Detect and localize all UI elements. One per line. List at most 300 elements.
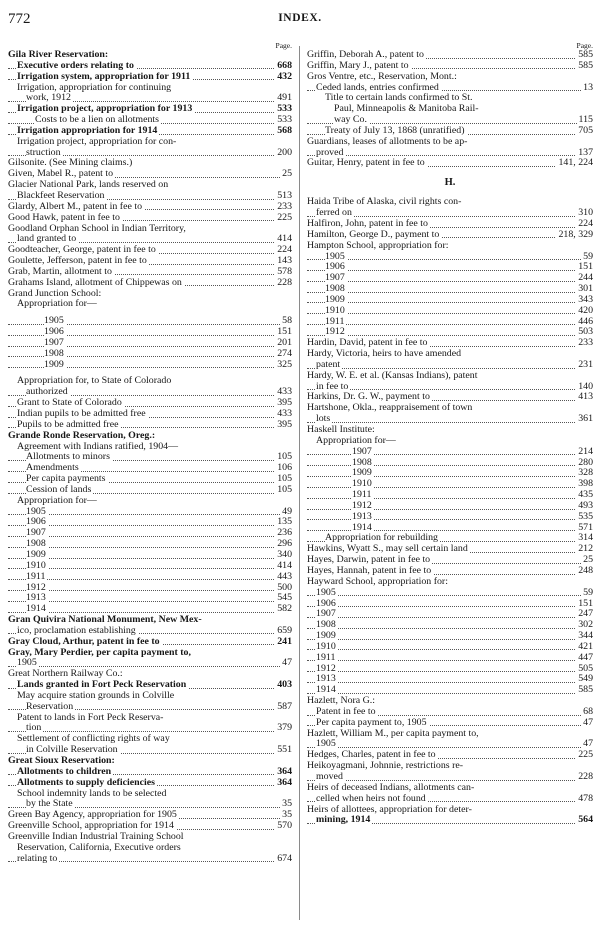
page-reference: 228 (277, 277, 292, 288)
index-entry (8, 452, 292, 463)
page-reference: 296 (277, 539, 292, 550)
index-entry (307, 631, 593, 642)
page-reference: 500 (277, 582, 292, 593)
entry-text: 1905 (44, 316, 64, 327)
entry-text: Grant to State of Colorado (17, 398, 122, 409)
entry-text: Per capita payment to, 1905 (316, 717, 427, 728)
index-entry (307, 707, 593, 718)
entry-text: Irrigation appropriation for 1914 (17, 125, 158, 136)
entry-text: Goulette, Jefferson, patent in fee to (8, 256, 147, 267)
index-entry (307, 685, 593, 696)
index-entry (8, 517, 292, 528)
index-entry (8, 767, 292, 778)
page-reference: 433 (277, 409, 292, 419)
page-reference: 35 (282, 810, 292, 821)
page-reference: 435 (578, 490, 593, 501)
entry-text: Guardians, leases of allotments to be ap- (307, 136, 468, 147)
entry-text: Hazlett, William M., per capita payment to, (307, 728, 479, 739)
entry-text: work, 1912 (26, 93, 71, 104)
page-reference: 301 (578, 284, 593, 295)
entry-text: Heikoyagmani, Johnnie, restrictions re- (307, 761, 464, 772)
index-entry (307, 284, 593, 295)
entry-text: Allotments to minors (26, 452, 110, 463)
index-entry (8, 180, 292, 191)
entry-text: Greenville School, appropriation for 1914 (8, 821, 174, 832)
page-reference: 343 (578, 294, 593, 305)
index-entry (8, 648, 292, 659)
index-entry (8, 615, 292, 626)
index-entry (307, 425, 593, 436)
entry-text: Treaty of July 13, 1868 (unratified) (325, 125, 465, 136)
page-reference: 668 (277, 60, 292, 71)
index-entry (307, 104, 593, 115)
page-reference: 398 (578, 479, 593, 490)
entry-text: ico, proclamation establishing (17, 625, 136, 636)
page-reference: 568 (277, 125, 292, 136)
page-column-label: Page. (275, 41, 292, 50)
entry-text: Per capita payments (26, 474, 106, 485)
entry-text: 1909 (325, 294, 345, 305)
page-reference: 361 (578, 414, 593, 425)
index-entry (8, 854, 292, 865)
entry-text: 1909 (44, 359, 64, 370)
entry-text: Hayward School, appropriation for: (307, 576, 448, 587)
entry-text: 1906 (26, 517, 46, 528)
index-entry (307, 295, 593, 306)
entry-text: Grahams Island, allotment of Chippewas on (8, 277, 182, 288)
index-entry (307, 761, 593, 772)
page-reference: 433 (277, 387, 292, 398)
entry-text: 1912 (316, 663, 336, 674)
page-reference: 214 (578, 446, 593, 457)
page-reference: 585 (578, 60, 593, 71)
page-reference: 403 (277, 680, 292, 691)
index-entry (307, 371, 593, 382)
page-reference: 420 (578, 305, 593, 316)
index-entry (8, 213, 292, 224)
entry-text: 1908 (352, 457, 372, 468)
page-reference: 115 (578, 115, 593, 126)
index-entry (8, 528, 292, 539)
page-reference: 35 (282, 799, 292, 810)
entry-text: Green Bay Agency, appropriation for 1905 (8, 810, 177, 821)
index-entry (307, 674, 593, 685)
entry-text: Grande Ronde Reservation, Oreg.: (8, 430, 156, 441)
entry-text: Paul, Minneapolis & Manitoba Rail- (334, 104, 479, 115)
entry-text: Haskell Institute: (307, 425, 375, 435)
entry-text: Hamilton, George D., payment to (307, 229, 440, 240)
index-entry (8, 658, 292, 669)
index-entry (307, 230, 593, 241)
entry-text: Hazlett, Nora G.: (307, 696, 376, 707)
entry-text: Gray, Mary Perdier, per capita payment to, (8, 647, 191, 658)
page-title: INDEX. (278, 12, 322, 24)
entry-text: Allotments to children (17, 766, 112, 777)
index-entry (307, 805, 593, 816)
page-reference: 585 (578, 50, 593, 60)
page-reference: 421 (578, 641, 593, 652)
entry-text: Costs to be a lien on allotments (35, 115, 159, 126)
index-entry (8, 104, 292, 115)
index-entry (307, 414, 593, 425)
page-column-label: Page. (576, 41, 593, 50)
page-reference: 151 (578, 262, 593, 273)
entry-text: Cession of lands (26, 484, 92, 495)
index-entry (8, 234, 292, 245)
entry-text: Harkins, Dr. G. W., payment to (307, 392, 430, 403)
page-reference: 143 (277, 256, 292, 267)
index-entry (8, 723, 292, 734)
entry-text: Appropriation for rebuilding (325, 533, 438, 544)
index-entry (307, 436, 593, 447)
index-entry (8, 360, 292, 371)
index-entry (8, 474, 292, 485)
index-entry (8, 789, 292, 800)
entry-text: Hayes, Hannah, patent in fee to (307, 565, 432, 576)
entry-text: Gran Quivira National Monument, New Mex- (8, 615, 202, 626)
page-reference: 47 (583, 717, 593, 728)
index-entry (8, 832, 292, 843)
index-entry (307, 664, 593, 675)
entry-text: Ceded lands, entries confirmed (316, 82, 439, 93)
page-reference: 505 (578, 663, 593, 674)
page-reference: 493 (578, 500, 593, 511)
page-reference: 141, 224 (558, 158, 593, 169)
entry-text: 1905 (325, 251, 345, 262)
page-reference: 68 (583, 706, 593, 717)
index-entry (8, 316, 292, 327)
page-reference: 413 (578, 392, 593, 403)
page-reference: 47 (583, 739, 593, 750)
index-entry (307, 479, 593, 490)
entry-text: Reservation (26, 701, 74, 712)
index-entry (8, 442, 292, 453)
index-entry (8, 778, 292, 789)
entry-text: Great Sioux Reservation: (8, 756, 115, 766)
index-entry (307, 555, 593, 566)
page-reference: 151 (277, 327, 292, 338)
index-entry (8, 50, 292, 61)
index-entry (8, 734, 292, 745)
page-reference: 247 (578, 609, 593, 620)
index-entry (307, 794, 593, 805)
entry-text: Appropriation for— (17, 299, 97, 310)
index-entry (307, 544, 593, 555)
entry-text: 1909 (352, 468, 372, 479)
entry-text: Hardy, Victoria, heirs to have amended (307, 349, 462, 360)
index-entry (8, 158, 292, 169)
page-reference: 414 (277, 560, 292, 571)
entry-text: Halfiron, John, patent in fee to (307, 218, 428, 229)
entry-text: 1911 (26, 571, 46, 582)
page-reference: 578 (277, 266, 292, 277)
entry-text: 1906 (316, 598, 336, 609)
index-entry (307, 772, 593, 783)
page-reference: 105 (277, 452, 292, 463)
entry-text: 1913 (26, 593, 46, 604)
entry-text: Greenville Indian Industrial Training School (8, 831, 184, 842)
index-entry (307, 327, 593, 338)
entry-text: Gila River Reservation: (8, 50, 109, 60)
index-entry (8, 61, 292, 72)
page-reference: 571 (578, 522, 593, 533)
index-entry (8, 338, 292, 349)
entry-text: patent (316, 359, 341, 370)
entry-text: Glardy, Albert M., patent in fee to (8, 201, 143, 212)
entry-text: celled when heirs not found (316, 793, 426, 804)
page-reference: 218, 329 (558, 229, 593, 240)
entry-text: 1908 (316, 620, 336, 631)
index-entry (8, 83, 292, 94)
index-entry (307, 642, 593, 653)
index-entry (8, 604, 292, 615)
page-reference: 395 (277, 398, 292, 409)
entry-text: Appropriation for— (316, 435, 396, 446)
index-entry (8, 289, 292, 300)
page-reference: 549 (578, 674, 593, 685)
page-reference: 674 (277, 853, 292, 864)
entry-text: Glacier National Park, lands reserved on (8, 180, 169, 191)
entry-text: 1906 (44, 327, 64, 338)
page-reference: 570 (277, 821, 292, 832)
index-entry (8, 680, 292, 691)
page-reference: 582 (277, 604, 292, 615)
index-entry (8, 799, 292, 810)
entry-text: Allotments to supply deficiencies (17, 777, 155, 788)
index-entry (307, 729, 593, 740)
page-reference: 212 (578, 544, 593, 555)
page-reference: 135 (277, 517, 292, 528)
column-divider (299, 46, 300, 920)
page-reference: 414 (277, 234, 292, 245)
index-entry (307, 566, 593, 577)
entry-text: Pupils to be admitted free (17, 419, 119, 430)
entry-text: lots (316, 414, 331, 425)
index-entry (8, 245, 292, 256)
index-entry (8, 713, 292, 724)
page-reference: 551 (277, 745, 292, 756)
index-entry (8, 115, 292, 126)
index-entry (8, 224, 292, 235)
page-reference: 432 (277, 71, 292, 82)
entry-text: Goodland Orphan School in Indian Territory, (8, 223, 186, 234)
index-entry (307, 523, 593, 534)
index-column-left (8, 41, 292, 927)
page-reference: 478 (578, 793, 593, 804)
entry-text: Hampton School, appropriation for: (307, 240, 449, 251)
page-reference: 659 (277, 625, 292, 636)
index-entry (307, 577, 593, 588)
index-entry (8, 507, 292, 518)
index-entry (8, 745, 292, 756)
page-reference: 564 (578, 815, 593, 826)
page-reference: 491 (277, 93, 292, 104)
entry-text: authorized (26, 387, 68, 398)
entry-text: Gros Ventre, etc., Reservation, Mont.: (307, 71, 457, 82)
entry-text: Hartshone, Okla., reappraisement of town (307, 403, 473, 414)
index-entry (8, 420, 292, 431)
entry-text: Griffin, Deborah A., patent to (307, 50, 424, 60)
entry-text: Indian pupils to be admitted free (17, 409, 146, 419)
entry-text: Irrigation, appropriation for continuing (17, 82, 172, 93)
index-entry (8, 169, 292, 180)
page-reference: 443 (277, 571, 292, 582)
entry-text: 1914 (316, 685, 336, 696)
entry-text: Irrigation system, appropriation for 1911 (17, 71, 191, 82)
entry-text: 1914 (26, 604, 46, 615)
index-entry (8, 561, 292, 572)
index-entry (307, 501, 593, 512)
page-reference: 200 (277, 147, 292, 158)
entry-text: mining, 1914 (316, 815, 371, 826)
entry-text: 1911 (316, 652, 336, 663)
page-reference: 13 (583, 82, 593, 93)
page-reference: 533 (277, 115, 292, 126)
index-entry (307, 468, 593, 479)
entry-text: way Co. (334, 115, 367, 126)
page-reference: 302 (578, 620, 593, 631)
page-reference: 225 (277, 212, 292, 223)
index-entry (8, 821, 292, 832)
entry-text: 1911 (352, 490, 372, 501)
page-reference: 59 (583, 587, 593, 598)
entry-text: ferred on (316, 208, 352, 219)
index-entry (307, 208, 593, 219)
index-entry (8, 72, 292, 83)
index-entry (8, 191, 292, 202)
index-entry (8, 810, 292, 821)
index-entry (8, 593, 292, 604)
index-entry (307, 197, 593, 208)
page-reference: 137 (578, 147, 593, 158)
entry-text: 1906 (325, 262, 345, 273)
entry-text: Given, Mabel R., patent to (8, 169, 114, 180)
index-column-right (307, 41, 593, 927)
index-entry (307, 137, 593, 148)
index-entry (307, 533, 593, 544)
entry-text: relating to (17, 853, 58, 864)
index-entry (8, 256, 292, 267)
index-entry (8, 539, 292, 550)
page-reference: 151 (578, 598, 593, 609)
entry-text: 1905 (26, 506, 46, 517)
index-entry (8, 409, 292, 420)
entry-text: 1913 (352, 511, 372, 522)
page-reference: 310 (578, 208, 593, 219)
index-entry (8, 550, 292, 561)
index-entry (307, 241, 593, 252)
entry-text: Amendments (26, 463, 79, 474)
index-entry (307, 126, 593, 137)
index-entry (8, 267, 292, 278)
entry-text: Hardy, W. E. et al. (Kansas Indians), patent (307, 370, 478, 381)
page-reference: 364 (277, 777, 292, 788)
page-reference: 224 (578, 218, 593, 229)
page-reference: 224 (277, 245, 292, 256)
page-reference: 59 (583, 251, 593, 262)
index-entry (8, 626, 292, 637)
entry-text: Good Hawk, patent in fee to (8, 212, 120, 223)
index-entry (307, 609, 593, 620)
index-entry (8, 496, 292, 507)
page-reference: 379 (277, 723, 292, 734)
page-reference: 228 (578, 772, 593, 782)
entry-text: Blackfeet Reservation (17, 190, 105, 201)
entry-text: moved (316, 772, 343, 782)
page-reference: 535 (578, 511, 593, 522)
page-reference: 513 (277, 190, 292, 201)
index-entry (8, 843, 292, 854)
entry-text: 1909 (26, 549, 46, 560)
entry-text: 1907 (44, 337, 64, 348)
index-entry (8, 637, 292, 648)
entry-text: Lands granted in Fort Peck Reservation (17, 680, 187, 691)
entry-text: Haida Tribe of Alaska, civil rights con- (307, 197, 462, 208)
index-entry (307, 93, 593, 104)
entry-text: 1912 (352, 500, 372, 511)
entry-text: 1913 (316, 674, 336, 685)
index-entry (307, 72, 593, 83)
entry-text: 1910 (316, 641, 336, 652)
page-reference: 58 (282, 316, 292, 327)
entry-text: School indemnity lands to be selected (17, 788, 167, 799)
entry-text: Hayes, Darwin, patent in fee to (307, 555, 431, 566)
entry-text: Settlement of conflicting rights of way (17, 734, 170, 745)
index-entry (307, 219, 593, 230)
index-entry (307, 653, 593, 664)
index-entry (8, 299, 292, 310)
entry-text: 1910 (26, 560, 46, 571)
index-entry (307, 252, 593, 263)
index-entry (307, 447, 593, 458)
page-reference: 325 (277, 359, 292, 370)
page-reference: 340 (277, 549, 292, 560)
page-reference: 106 (277, 463, 292, 474)
entry-text: 1905 (316, 739, 336, 750)
page-reference: 231 (578, 359, 593, 370)
entry-text: 1905 (316, 587, 336, 598)
entry-text: land granted to (17, 234, 77, 245)
index-entry (307, 392, 593, 403)
entry-text: Guitar, Henry, patent in fee to (307, 158, 425, 169)
index-entry (307, 588, 593, 599)
index-entry (307, 50, 593, 61)
page-reference: 233 (277, 201, 292, 212)
entry-text: Title to certain lands confirmed to St. (325, 93, 473, 104)
index-entry (307, 458, 593, 469)
index-entry (307, 599, 593, 610)
index-entry (307, 83, 593, 94)
index-entry (8, 327, 292, 338)
page-number: 772 (8, 11, 31, 27)
index-entry (307, 317, 593, 328)
page-reference: 25 (583, 555, 593, 566)
entry-text: May acquire station grounds in Colville (17, 690, 175, 701)
index-entry (8, 278, 292, 289)
page-reference: 446 (578, 316, 593, 327)
entry-text: Grab, Martin, allotment to (8, 266, 112, 277)
entry-text: Irrigation project, appropriation for 1913 (17, 104, 193, 115)
page-reference: 248 (578, 565, 593, 576)
entry-text: tion (26, 723, 42, 734)
index-entry (307, 262, 593, 273)
entry-text: 1912 (26, 582, 46, 593)
index-entry (307, 382, 593, 393)
page-reference: 533 (277, 104, 292, 115)
page-reference: 503 (578, 327, 593, 338)
index-entry (8, 431, 292, 442)
index-entry (8, 126, 292, 137)
